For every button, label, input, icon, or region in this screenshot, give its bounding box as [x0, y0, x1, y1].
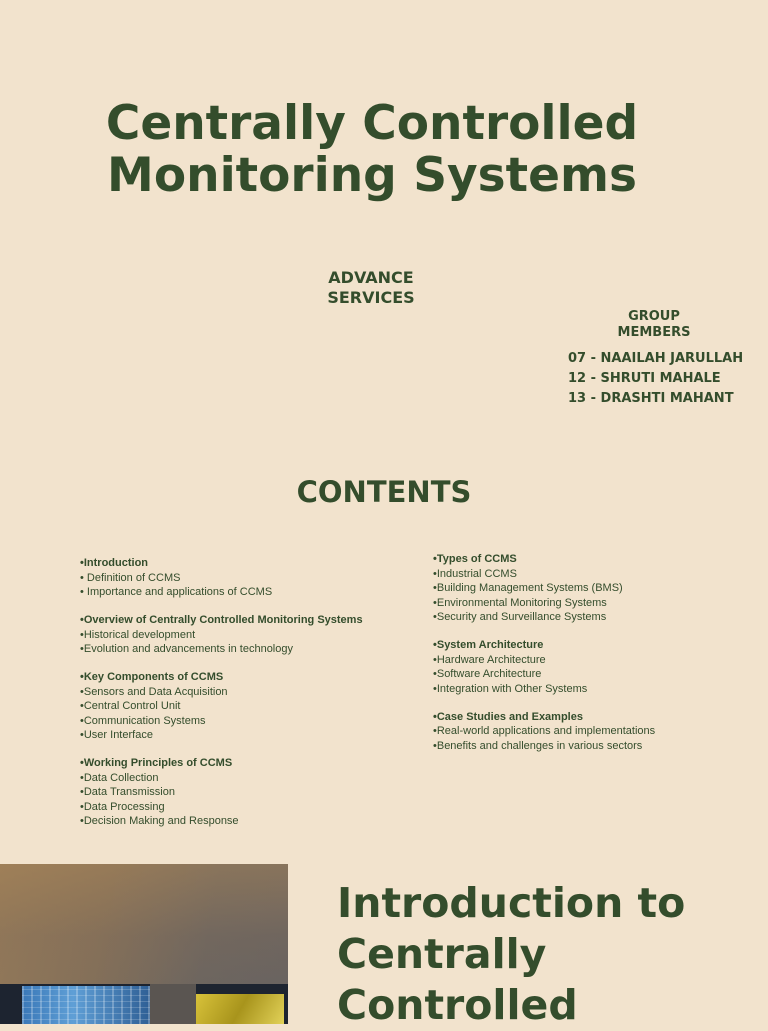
section-item: •Environmental Monitoring Systems: [433, 596, 607, 609]
photo-monitor-grid: [22, 986, 150, 1024]
intro-title-line-3: Controlled: [337, 981, 578, 1029]
section-item: •Data Collection: [80, 771, 159, 784]
section-title: •Working Principles of CCMS: [80, 757, 233, 769]
control-room-photo: [0, 864, 288, 1024]
group-member: 12 - SHRUTI MAHALE: [568, 371, 721, 386]
section-item: •Software Architecture: [433, 668, 542, 680]
section-title: •Introduction: [80, 557, 149, 569]
section-item: •User Interface: [80, 729, 153, 741]
section-item: • Definition of CCMS: [80, 571, 181, 584]
section-item: • Importance and applications of CCMS: [80, 586, 273, 598]
title-line-2: Monitoring Systems: [107, 148, 637, 203]
contents-section: [433, 552, 655, 625]
contents-left-column: [80, 556, 363, 842]
section-title: •Types of CCMS: [433, 553, 517, 565]
contents-section: [433, 638, 655, 696]
contents-section: [80, 613, 363, 657]
section-item: •Data Transmission: [80, 786, 175, 798]
section-item: •Benefits and challenges in various sectors: [433, 739, 643, 752]
section-item: •Integration with Other Systems: [433, 682, 588, 695]
title-line-1: Centrally Controlled: [105, 96, 639, 151]
contents-right-column: [433, 552, 655, 767]
section-item: •Central Control Unit: [80, 700, 181, 712]
section-item: •Decision Making and Response: [80, 815, 239, 827]
section-item: •Security and Surveillance Systems: [433, 611, 607, 623]
intro-section-title: [337, 878, 757, 1031]
section-item: •Real-world applications and implementations: [433, 725, 656, 737]
contents-section: [433, 710, 655, 754]
photo-blur-area: [0, 864, 288, 984]
document-title: [60, 98, 684, 202]
section-item: •Sensors and Data Acquisition: [80, 685, 228, 698]
contents-heading: CONTENTS: [296, 475, 472, 509]
intro-title-line-2: Centrally: [337, 930, 547, 978]
contents-section: [80, 670, 363, 743]
section-item: •Building Management Systems (BMS): [433, 582, 623, 594]
group-member: 07 - NAAILAH JARULLAH: [568, 351, 744, 366]
photo-monitor-screen: [22, 986, 150, 1024]
section-item: •Hardware Architecture: [433, 653, 546, 666]
group-members-list: [568, 349, 743, 409]
contents-section: [80, 556, 363, 600]
section-item: •Historical development: [80, 628, 196, 641]
group-member: 13 - DRASHTI MAHANT: [568, 391, 734, 406]
photo-monitor-frame: [150, 984, 196, 1024]
section-title: •Overview of Centrally Controlled Monitoring Systems: [80, 614, 363, 626]
section-item: •Data Processing: [80, 800, 165, 813]
section-item: •Evolution and advancements in technology: [80, 643, 293, 655]
section-title: •Key Components of CCMS: [80, 671, 224, 683]
section-title: •Case Studies and Examples: [433, 710, 583, 723]
subtitle-line-1: ADVANCE: [328, 268, 414, 287]
section-item: •Communication Systems: [80, 714, 206, 727]
group-members-heading: GROUP MEMBERS: [617, 309, 691, 340]
section-title: •System Architecture: [433, 639, 544, 651]
photo-monitor-screen: [196, 994, 284, 1024]
intro-title-line-1: Introduction to: [337, 879, 686, 927]
contents-section: [80, 756, 363, 829]
section-item: •Industrial CCMS: [433, 567, 517, 580]
subtitle: [300, 268, 442, 308]
subtitle-line-2: SERVICES: [327, 288, 415, 307]
